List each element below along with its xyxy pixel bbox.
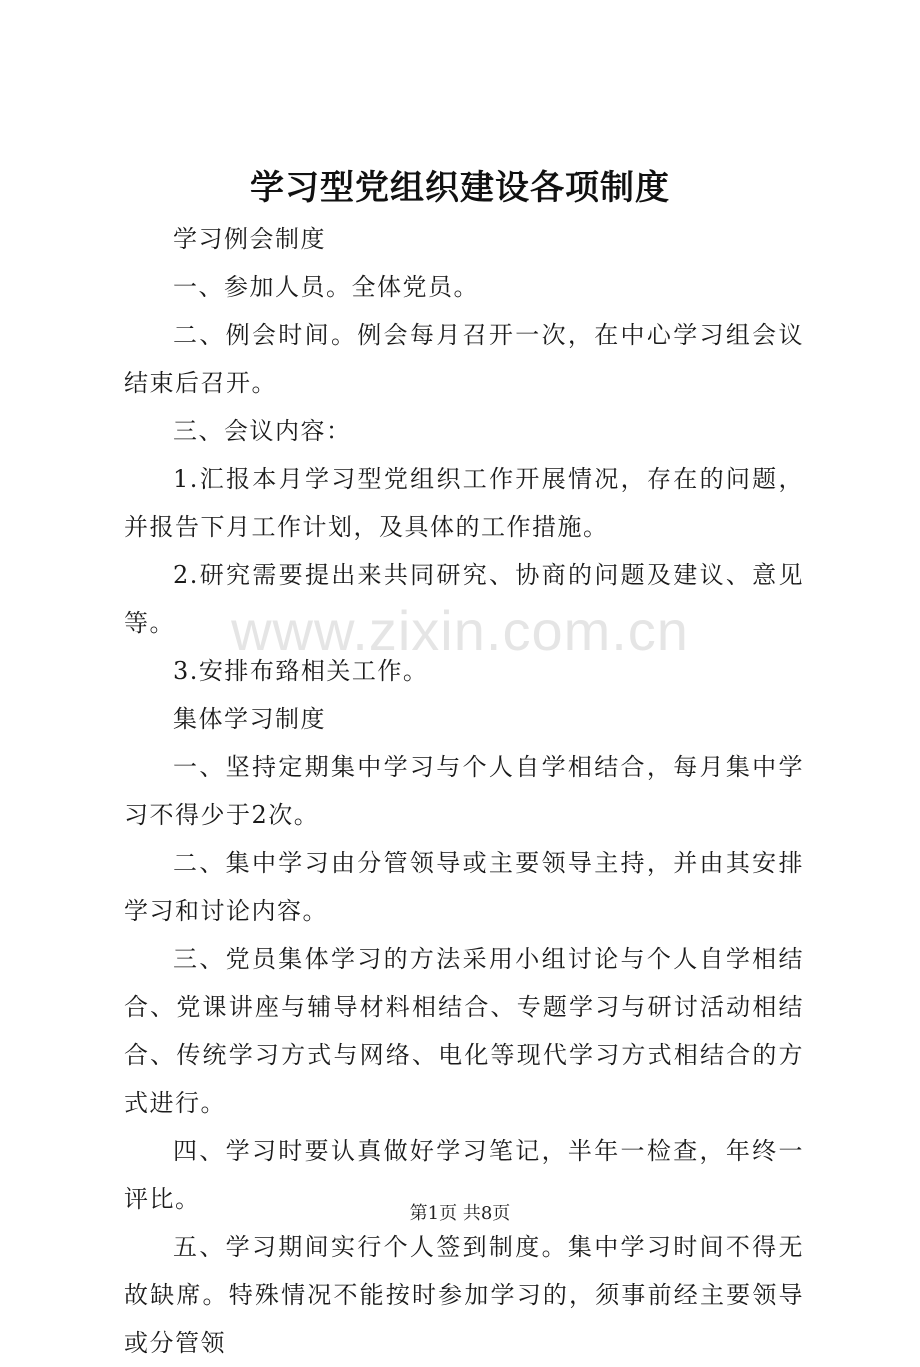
paragraph: 四、学习时要认真做好学习笔记，半年一检查，年终一评比。 [124,1137,804,1213]
document-title: 学习型党组织建设各项制度 [250,168,670,208]
page-footer: 第1页 共8页 [409,1203,511,1224]
paragraph: 2.研究需要提出来共同研究、协商的问题及建议、意见等。 [124,561,804,637]
paragraph: 一、坚持定期集中学习与个人自学相结合，每月集中学习不得少于2次。 [124,753,804,829]
paragraph: 集体学习制度 [173,705,326,733]
paragraph: 学习例会制度 [173,225,326,253]
paragraph: 五、学习期间实行个人签到制度。集中学习时间不得无故缺席。特殊情况不能按时参加学习的，须事前经主要领导或分管领 [124,1233,804,1357]
paragraph: 1.汇报本月学习型党组织工作开展情况，存在的问题，并报告下月工作计划，及具体的工作措施。 [124,465,804,541]
paragraph: 二、例会时间。例会每月召开一次，在中心学习组会议结束后召开。 [124,321,804,397]
document-body [124,215,804,1367]
paragraph: 3.安排布臵相关工作。 [173,657,429,685]
watermark: www.zixin.com.cn [231,599,689,662]
paragraph: 二、集中学习由分管领导或主要领导主持，并由其安排学习和讨论内容。 [124,849,804,925]
paragraph: 一、参加人员。全体党员。 [173,273,479,301]
paragraph: 三、党员集体学习的方法采用小组讨论与个人自学相结合、党课讲座与辅导材料相结合、专题学习与研讨活动相结合、传统学习方式与网络、电化等现代学习方式相结合的方式进行。 [124,945,804,1117]
paragraph: 三、会议内容： [173,417,352,445]
